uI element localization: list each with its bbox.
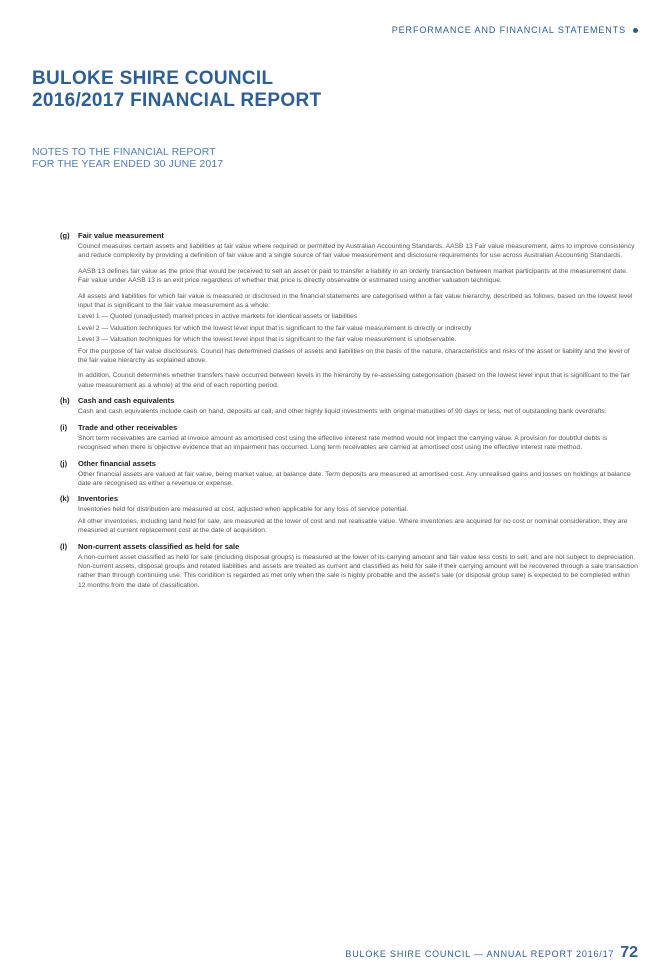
note-inventories: [60, 494, 638, 535]
note-title: Non-current assets classified as held for sale: [78, 541, 240, 551]
note-letter: (g): [60, 231, 70, 240]
note-letter: (j): [60, 458, 68, 468]
note-paragraph: Short term receivables are carried at invoice amount as amortised cost using the effective interest rate method would not impact the carrying value. A provision for doubtful debts is recognised when there is objective evidence that an impairment has occurred. Long term receivables are carried at amortised cost using the effective interest rate method.: [78, 434, 608, 452]
section-label: PERFORMANCE AND FINANCIAL STATEMENTS: [391, 25, 626, 35]
hierarchy-level-1: Level 1 — Quoted (unadjusted) market prices in active markets for identical assets or liabilities: [78, 313, 358, 321]
note-paragraph: A non-current asset classified as held for sale (including disposal groups) is measured at the lower of its carrying amount and fair value less costs to sell, and are not subject to depreciation. Non-current assets, disposal groups and related liabilities and assets are treated as current and classified as held for sale if their carrying amount will be recovered through a sale transaction rather than through continuing use. This condition is regarded as met only when the sale is highly probable and the asset's sale (or disposal group sale) is expected to be completed within 12 months from the date of classification.: [78, 553, 638, 589]
note-letter: (k): [60, 494, 70, 504]
note-title: Cash and cash equivalents: [78, 396, 175, 406]
note-letter: (l): [60, 541, 68, 551]
note-cash: [60, 396, 638, 416]
note-paragraph: All assets and liabilities for which fair value is measured or disclosed in the financial statements are categorised within a fair value hierarchy, described as follows, based on the lowest level input that is significant to the fair value measurement as a whole:: [78, 292, 633, 310]
report-subtitle: [32, 146, 223, 170]
note-receivables: [60, 423, 638, 453]
notes-content: [60, 231, 638, 590]
report-title: [32, 68, 321, 112]
note-paragraph: In addition, Council determines whether transfers have occurred between levels in the hierarchy by re-assessing categorisation (based on the lowest level input that is significant to the fair value measurement as a whole) at the end of each reporting period.: [78, 372, 631, 389]
note-paragraph: For the purpose of fair value disclosures, Council has determined classes of assets and liabilities on the basis of the nature, characteristics and risks of the asset or liability and the level of the fair value hierarchy as explained above.: [78, 347, 630, 365]
title-line-2: 2016/2017 FINANCIAL REPORT: [32, 90, 322, 111]
note-paragraph: All other inventories, including land held for sale, are measured at the lower of cost and net realisable value. Where inventories are acquired for no cost or nominal consideration, they are measured at current replacement cost at the date of acquisition.: [78, 517, 628, 535]
note-fair-value: [60, 231, 638, 390]
note-letter: (i): [60, 422, 68, 432]
note-paragraph: Other financial assets are valued at fair value, being market value, at balance date. Term deposits are measured at amortised cost. Any unrealised gains and losses on holdings at balance date are recognised as either a revenue or expense.: [78, 470, 631, 487]
note-title: Trade and other receivables: [78, 422, 178, 432]
page-footer: [345, 944, 638, 962]
note-paragraph: Council measures certain assets and liabilities at fair value where required or permitted by Australian Accounting Standards. AASB 13 Fair value measurement, aims to improve consistency and reduce complexity by providing a definition of fair value and a single source of fair value measurement and disclosure requirements for use across Australian Accounting Standards.: [78, 243, 635, 260]
page-number: 72: [620, 944, 638, 961]
footer-label: BULOKE SHIRE COUNCIL — ANNUAL REPORT 2016/17: [345, 949, 615, 959]
note-title: Other financial assets: [78, 458, 156, 468]
subtitle-line-2: FOR THE YEAR ENDED 30 JUNE 2017: [32, 158, 224, 170]
hierarchy-level-3: Level 3 — Valuation techniques for which the lowest level input that is significant to the fair value measurement is unobservable.: [78, 336, 457, 344]
note-held-for-sale: [60, 542, 638, 591]
subtitle-line-1: NOTES TO THE FINANCIAL REPORT: [32, 146, 216, 158]
note-title: Fair value measurement: [78, 231, 164, 240]
hierarchy-level-2: Level 2 — Valuation techniques for which the lowest level input that is significant to the fair value measurement is directly or indirectly: [78, 324, 472, 332]
section-header: [392, 25, 638, 35]
note-other-financial-assets: [60, 459, 638, 489]
title-line-1: BULOKE SHIRE COUNCIL: [32, 68, 274, 89]
note-title: Inventories: [78, 494, 119, 504]
note-paragraph: AASB 13 defines fair value as the price that would be received to sell an asset or paid to transfer a liability in an orderly transaction between market participants at the measurement date. Fair value under AASB 13 is an exit price regardless of whether that price is directly observable or estimated using another valuation technique.: [78, 267, 628, 285]
note-paragraph: Inventories held for distribution are measured at cost, adjusted when applicable for any loss of service potential.: [78, 506, 409, 514]
note-letter: (h): [60, 396, 70, 406]
note-paragraph: Cash and cash equivalents include cash on hand, deposits at call, and other highly liquid investments with original maturities of 90 days or less, net of outstanding bank overdrafts.: [78, 408, 607, 416]
bullet-icon: [633, 28, 638, 33]
